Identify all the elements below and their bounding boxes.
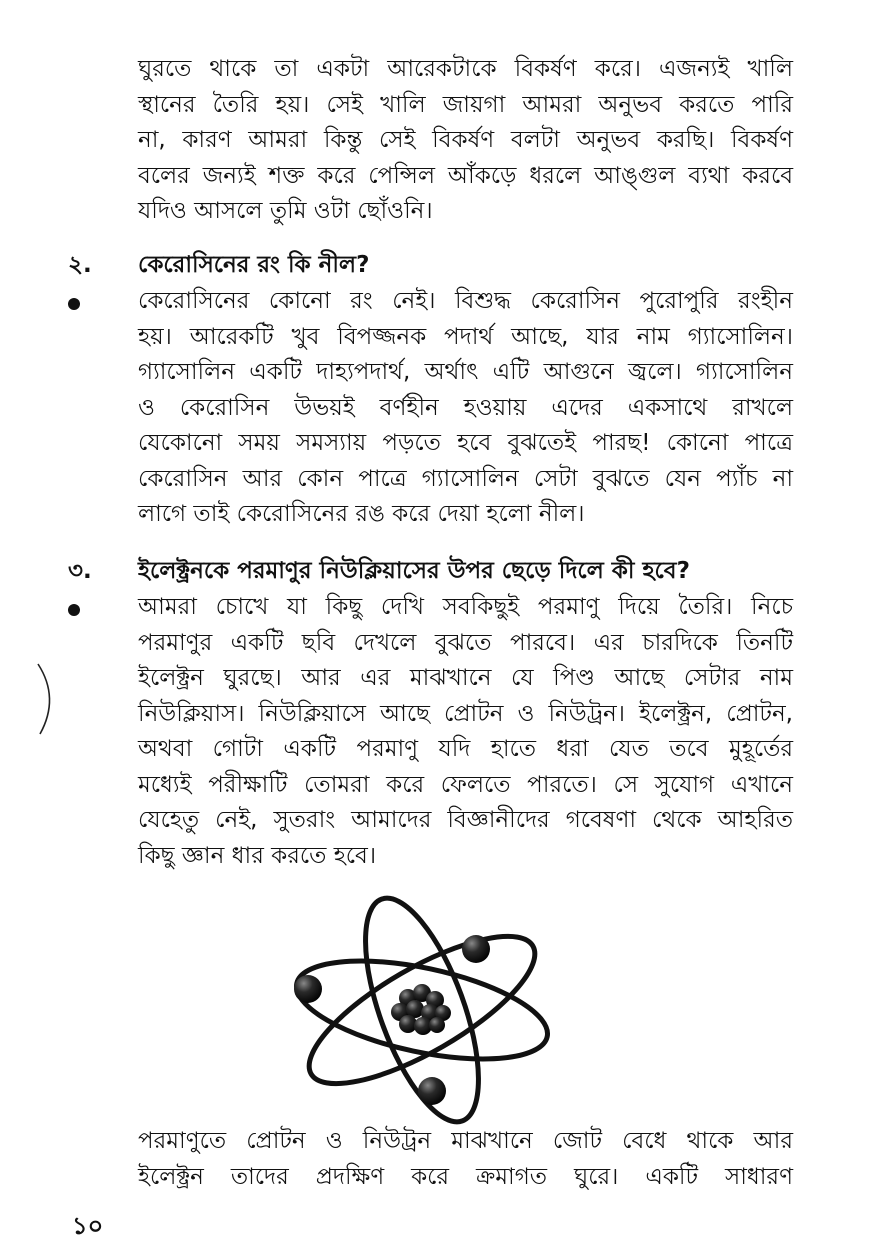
top-paragraph [138, 52, 793, 230]
text-line: হয়। আরেকটি খুব বিপজ্জনক পদার্থ আছে, যার নাম গ্যাসোলিন। [138, 323, 793, 350]
text-line: না, কারণ আমরা কিন্তু সেই বিকর্ষণ বলটা অনুভব করছি। বিকর্ষণ [138, 127, 793, 153]
text-line: কেরোসিন আর কোন পাত্রে গ্যাসোলিন সেটা বুঝতে যেন প্যাঁচ না [138, 465, 793, 492]
bottom-paragraph [138, 1124, 793, 1195]
bullet-icon [68, 604, 80, 616]
text-line: ঘুরতে থাকে তা একটা আরেকটাকে বিকর্ষণ করে। এজন্যই খালি [138, 56, 793, 82]
question-2-title: কেরোসিনের রং কি নীল? [138, 252, 370, 278]
text-line: নিউক্লিয়াস। নিউক্লিয়াসে আছে প্রোটন ও নিউট্রন। ইলেক্ট্রন, প্রোটন, [138, 700, 793, 727]
electron [418, 1077, 446, 1105]
text-line: আমরা চোখে যা কিছু দেখি সবকিছুই পরমাণু দিয়ে তৈরি। নিচে [138, 594, 793, 620]
bullet-icon [68, 298, 80, 310]
text-line: বলের জন্যই শক্ত করে পেন্সিল আঁকড়ে ধরলে আঙ্গুল ব্যথা করবে [138, 162, 793, 189]
text-line: কেরোসিনের কোনো রং নেই। বিশুদ্ধ কেরোসিন পুরোপুরি রংহীন [138, 288, 793, 314]
text-line: গ্যাসোলিন একটি দাহ্যপদার্থ, অর্থাৎ এটি আগুনে জ্বলে। গ্যাসোলিন [138, 359, 793, 385]
question-3-title: ইলেক্ট্রনকে পরমাণুর নিউক্লিয়াসের উপর ছেড়ে দিলে কী হবে? [138, 558, 690, 584]
nucleus [391, 984, 451, 1035]
text-line: যদিও আসলে তুমি ওটা ছোঁওনি। [138, 198, 433, 224]
text-line: ও কেরোসিন উভয়ই বর্ণহীন হওয়ায় এদের একসাথে রাখলে [138, 394, 793, 421]
question-3-number: ৩. [68, 558, 92, 584]
question-2-number: ২. [68, 252, 92, 278]
text-line: মধ্যেই পরীক্ষাটি তোমরা করে ফেলতে পারতে। সে সুযোগ এখানে [138, 771, 793, 798]
text-line: যেহেতু নেই, সুতরাং আমাদের বিজ্ঞানীদের গবেষণা থেকে আহরিত [138, 807, 793, 833]
electron [294, 975, 322, 1003]
question-3-answer [138, 590, 793, 874]
text-line: অথবা গোটা একটি পরমাণু যদি হাতে ধরা যেত তবে মুহূর্তের [138, 736, 793, 762]
page-number: ১০ [72, 1212, 104, 1240]
atom-illustration [282, 895, 572, 1130]
electron [462, 935, 490, 963]
text-line: পরমাণুতে প্রোটন ও নিউট্রন মাঝখানে জোট বেধে থাকে আর [138, 1128, 793, 1154]
text-line: যেকোনো সময় সমস্যায় পড়তে হবে বুঝতেই পারছ! কোনো পাত্রে [138, 430, 793, 456]
text-line: পরমাণুর একটি ছবি দেখলে বুঝতে পারবে। এর চারদিকে তিনটি [138, 629, 793, 656]
text-line: কিছু জ্ঞান ধার করতে হবে। [138, 842, 377, 869]
margin-bracket-mark [30, 660, 70, 740]
text-line: স্থানের তৈরি হয়। সেই খালি জায়গা আমরা অনুভব করতে পারি [138, 91, 793, 118]
text-line: ইলেক্ট্রন ঘুরছে। আর এর মাঝখানে যে পিণ্ড আছে সেটার নাম [138, 665, 793, 691]
question-2-answer [138, 284, 793, 533]
text-line: ইলেক্ট্রন তাদের প্রদক্ষিণ করে ক্রমাগত ঘুরে। একটি সাধারণ [138, 1163, 793, 1190]
text-line: লাগে তাই কেরোসিনের রঙ করে দেয়া হলো নীল। [138, 501, 585, 527]
